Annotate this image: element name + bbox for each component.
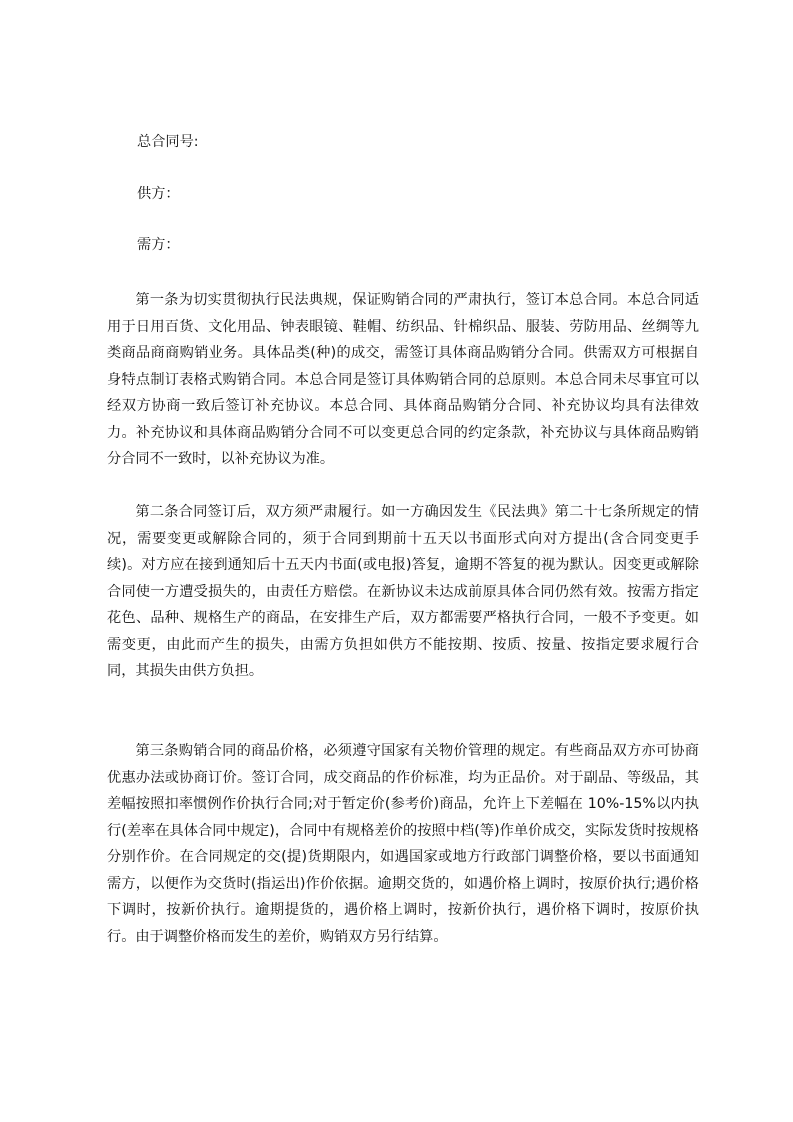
contract-number-label: 总合同号:	[137, 134, 199, 150]
buyer-label: 需方：	[137, 237, 180, 253]
article-2-paragraph: 第二条合同签订后，双方须严肃履行。如一方确因发生《民法典》第二十七条所规定的情况，需要变更或解除合同的，须于合同到期前十五天以书面形式向对方提出(含合同变更手续)。对方应在接到通知后十五天内书面(或电报)答复，逾期不答复的视为默认。因变更或解除合同使一方遭受损失的，由责任方赔偿。在新协议未达成前原具体合同仍然有效。按需方指定花色、品种、规格生产的商品，在安排生产后，双方都需要严格执行合同，一般不予变更。如需变更，由此而产生的损失，由需方负担如供方不能按期、按质、按量、按指定要求履行合同，其损失由供方负担。	[107, 504, 699, 679]
article-1-paragraph: 第一条为切实贯彻执行民法典规，保证购销合同的严肃执行，签订本总合同。本总合同适用于日用百货、文化用品、钟表眼镜、鞋帽、纺织品、针棉织品、服装、劳防用品、丝绸等九类商品商商购销业务。具体品类(种)的成交，需签订具体商品购销分合同。供需双方可根据自身特点制订表格式购销合同。本总合同是签订具体购销合同的总原则。本总合同未尽事宜可以经双方协商一致后签订补充协议。本总合同、具体商品购销分合同、补充协议均具有法律效力。补充协议和具体商品购销分合同不可以变更总合同的约定条款，补充协议与具体商品购销分合同不一致时，以补充协议为准。	[107, 292, 699, 467]
supplier-label: 供方：	[137, 186, 180, 202]
article-3-paragraph: 第三条购销合同的商品价格，必须遵守国家有关物价管理的规定。有些商品双方亦可协商优惠办法或协商订价。签订合同，成交商品的作价标准，均为正品价。对于副品、等级品，其差幅按照扣率惯例作价执行合同;对于暂定价(参考价)商品，允许上下差幅在 10%-15%以内执行(差率在具体合同中规定)，合同中有规格差价的按照中档(等)作单价成交，实际发货时按规格分别作价。在合同规定的交(提)货期限内，如遇国家或地方行政部门调整价格，要以书面通知需方，以便作为交货时(指运出)作价依据。逾期交货的，如遇价格上调时，按原价执行;遇价格下调时，按新价执行。逾期提货的，遇价格上调时，按新价执行，遇价格下调时，按原价执行。由于调整价格而发生的差价，购销双方另行结算。	[107, 743, 699, 945]
